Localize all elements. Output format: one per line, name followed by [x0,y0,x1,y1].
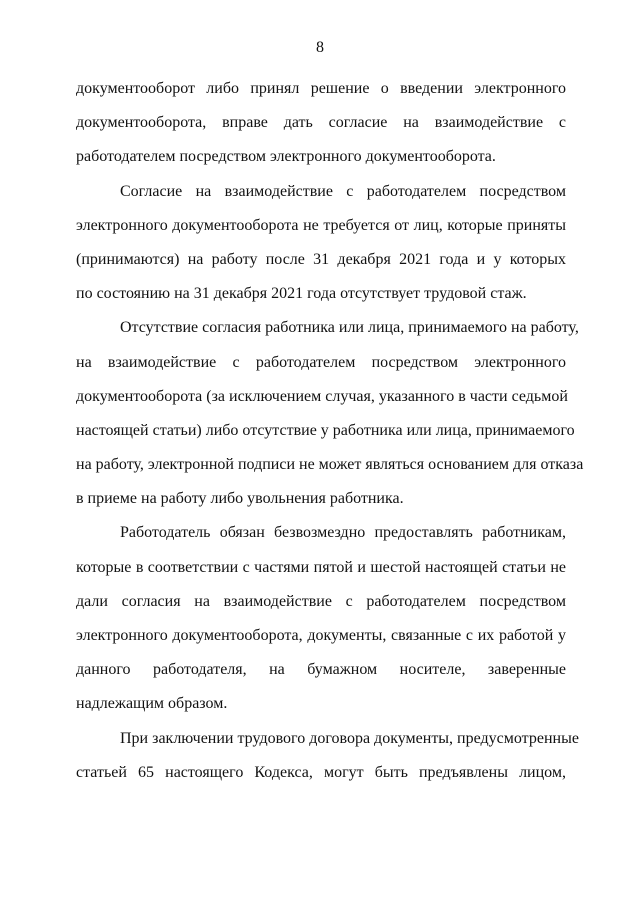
text-line: документооборота (за исключением случая, указанного в части седьмой [76,387,568,405]
text-line: Работодатель обязан безвозмездно предоставлять работникам, [120,524,566,542]
paragraph-2 [76,175,566,312]
text-line: по состоянию на 31 декабря 2021 года отсутствует трудовой стаж. [76,285,527,303]
text-line: документооборота, вправе дать согласие на взаимодействие с [76,114,566,132]
text-line: данного работодателя, на бумажном носителе, заверенные [76,661,566,679]
text-line: в приеме на работу либо увольнения работника. [76,490,404,508]
paragraph-3 [76,311,584,516]
page-number: 8 [316,39,324,56]
document-body [76,72,584,790]
text-line: надлежащим образом. [76,695,228,713]
text-line: Согласие на взаимодействие с работодателем посредством [120,182,566,200]
text-line: дали согласия на взаимодействие с работодателем посредством [76,592,566,610]
text-line: статьей 65 настоящего Кодекса, могут быть предъявлены лицом, [76,763,566,781]
text-line: электронного документооборота, документы, связанные с их работой у [76,627,566,644]
text-line: на работу, электронной подписи не может являться основанием для отказа [76,456,584,474]
text-line: настоящей статьи) либо отсутствие у работника или лица, принимаемого [76,421,575,439]
paragraph-4 [76,516,566,721]
text-line: (принимаются) на работу после 31 декабря 2021 года и у которых [76,250,566,268]
paragraph-1 [76,72,566,175]
paragraph-5 [76,722,579,790]
text-line: электронного документооборота не требуется от лиц, которые приняты [76,216,566,234]
text-line: работодателем посредством электронного документооборота. [76,148,496,166]
text-line: которые в соответствии с частями пятой и шестой настоящей статьи не [76,558,566,576]
text-line: Отсутствие согласия работника или лица, принимаемого на работу, [120,319,579,337]
text-line: на взаимодействие с работодателем посредством электронного [76,353,566,371]
text-line: При заключении трудового договора документы, предусмотренные [120,729,579,747]
text-line: документооборот либо принял решение о введении электронного [76,80,566,97]
